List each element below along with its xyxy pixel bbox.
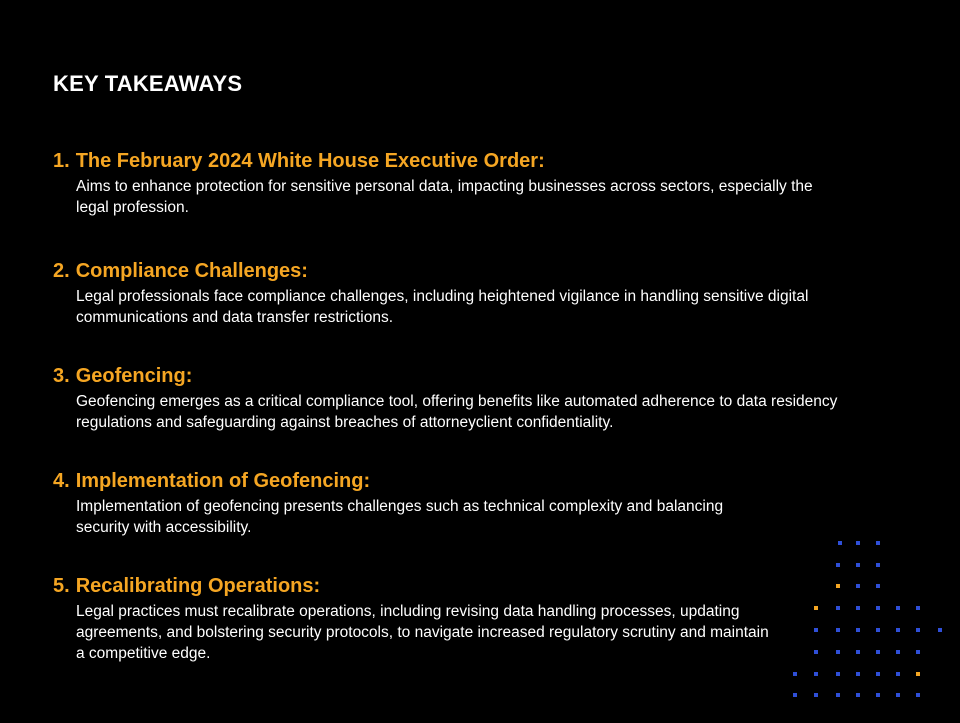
decorative-dot xyxy=(838,541,842,545)
decorative-dot xyxy=(856,650,860,654)
takeaway-body: Legal practices must recalibrate operations, including revising data handling processes, updating agreements, and bolstering security protocols, to navigate increased regulatory scrutiny and maintain a competitive edge. xyxy=(76,603,769,662)
decorative-dot xyxy=(856,672,860,676)
decorative-dot xyxy=(896,693,900,697)
takeaway-heading xyxy=(53,259,853,283)
takeaway-heading-text: Geofencing: xyxy=(75,365,193,387)
takeaway-body: Aims to enhance protection for sensitive personal data, impacting businesses across sectors, especially the legal profession. xyxy=(76,178,813,216)
takeaway-body: Geofencing emerges as a critical compliance tool, offering benefits like automated adherence to data residency regulations and safeguarding against breaches of attorneyclient confidentiality. xyxy=(76,393,838,431)
decorative-dot xyxy=(814,672,818,676)
decorative-dot xyxy=(896,650,900,654)
decorative-dot xyxy=(856,628,860,632)
takeaway-heading-text: The February 2024 White House Executive Order: xyxy=(75,150,545,172)
takeaway-number: 5. xyxy=(53,575,70,597)
takeaway-number: 4. xyxy=(53,470,70,492)
decorative-dot xyxy=(876,628,880,632)
decorative-dot xyxy=(856,606,860,610)
takeaway-body: Legal professionals face compliance challenges, including heightened vigilance in handling sensitive digital communications and data transfer restrictions. xyxy=(76,288,809,326)
decorative-dot xyxy=(896,628,900,632)
decorative-dot xyxy=(814,693,818,697)
decorative-dot xyxy=(916,606,920,610)
decorative-dot xyxy=(916,672,920,676)
takeaway-heading xyxy=(53,574,853,598)
takeaway-number: 2. xyxy=(53,260,70,282)
decorative-dot xyxy=(876,693,880,697)
decorative-dot xyxy=(793,693,797,697)
takeaway-heading-text: Implementation of Geofencing: xyxy=(75,470,371,492)
decorative-dot xyxy=(938,628,942,632)
decorative-dot xyxy=(856,693,860,697)
decorative-dot xyxy=(836,563,840,567)
decorative-dot xyxy=(836,693,840,697)
decorative-dot xyxy=(856,584,860,588)
takeaway-item-2 xyxy=(53,259,853,328)
decorative-dot xyxy=(836,672,840,676)
decorative-dot xyxy=(916,693,920,697)
takeaway-heading-text: Recalibrating Operations: xyxy=(75,575,321,597)
decorative-dot xyxy=(916,650,920,654)
decorative-dot xyxy=(856,541,860,545)
decorative-dot xyxy=(916,628,920,632)
decorative-dot xyxy=(876,563,880,567)
takeaway-heading-text: Compliance Challenges: xyxy=(75,260,308,282)
decorative-dot xyxy=(876,650,880,654)
takeaway-item-1 xyxy=(53,149,853,218)
takeaway-body: Implementation of geofencing presents challenges such as technical complexity and balancing security with accessibility. xyxy=(76,498,724,536)
decorative-dot xyxy=(876,541,880,545)
takeaway-item-4 xyxy=(53,469,853,538)
takeaway-item-3 xyxy=(53,364,853,433)
decorative-dot xyxy=(876,606,880,610)
takeaway-number: 3. xyxy=(53,365,70,387)
page-title: KEY TAKEAWAYS xyxy=(53,71,243,96)
takeaway-item-5 xyxy=(53,574,853,664)
takeaway-heading xyxy=(53,469,853,493)
decorative-dot xyxy=(876,584,880,588)
decorative-dot xyxy=(896,672,900,676)
takeaway-heading xyxy=(53,149,853,173)
decorative-dot xyxy=(793,672,797,676)
decorative-dot xyxy=(896,606,900,610)
decorative-dot xyxy=(856,563,860,567)
decorative-dot xyxy=(876,672,880,676)
takeaway-number: 1. xyxy=(53,150,70,172)
takeaway-heading xyxy=(53,364,853,388)
